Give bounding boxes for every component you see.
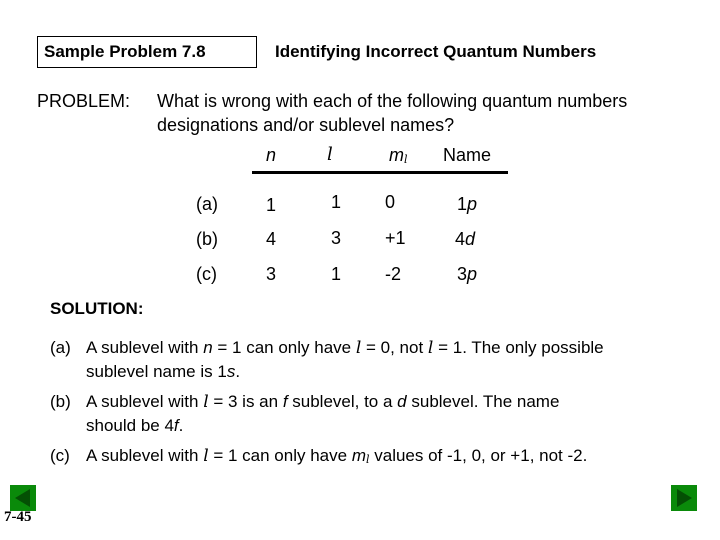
row-label: (c) — [196, 264, 217, 284]
row-label: (b) — [196, 229, 218, 249]
cell-name: 3p — [457, 264, 478, 284]
problem-text-1: What is wrong with each of the following quantum numbers — [157, 91, 628, 111]
cell-l: 1 — [331, 264, 342, 284]
back-arrow-icon[interactable] — [10, 485, 36, 511]
header-name: Name — [443, 145, 492, 165]
problem-label: PROBLEM: — [37, 91, 131, 111]
forward-arrow-icon[interactable] — [671, 485, 697, 511]
page-title: Identifying Incorrect Quantum Numbers — [275, 42, 597, 61]
page-number: 7-45 — [4, 509, 32, 525]
cell-ml: +1 — [385, 228, 406, 248]
solution-a-line-2: sublevel name is 1s. — [86, 362, 241, 381]
sample-problem-label: Sample Problem 7.8 — [44, 42, 206, 61]
header-rule — [252, 171, 508, 174]
header-n: n — [266, 145, 277, 165]
cell-n: 4 — [266, 229, 277, 249]
header-l: l — [327, 144, 333, 165]
solution-c-line-1: (c) A sublevel with l = 1 can only have ml values of -1, 0, or +1, not -2. — [50, 446, 588, 466]
cell-n: 1 — [266, 195, 277, 215]
cell-name: 1p — [457, 194, 478, 214]
cell-ml: -2 — [385, 264, 402, 284]
solution-a-line-1: (a) A sublevel with n = 1 can only have l = 0, not l = 1. The only possible — [50, 338, 604, 358]
cell-ml: 0 — [385, 192, 396, 212]
cell-n: 3 — [266, 264, 277, 284]
row-label: (a) — [196, 194, 218, 214]
solution-b-line-1: (b) A sublevel with l = 3 is an f sublevel, to a d sublevel. The name — [50, 392, 560, 412]
cell-l: 1 — [331, 192, 342, 212]
cell-name: 4d — [455, 229, 476, 249]
solution-b-line-2: should be 4f. — [86, 416, 184, 435]
cell-l: 3 — [331, 228, 342, 248]
problem-text-2: designations and/or sublevel names? — [157, 115, 455, 135]
solution-label: SOLUTION: — [50, 299, 144, 318]
problem-line-1 — [37, 91, 628, 112]
header-ml: ml — [389, 145, 408, 166]
